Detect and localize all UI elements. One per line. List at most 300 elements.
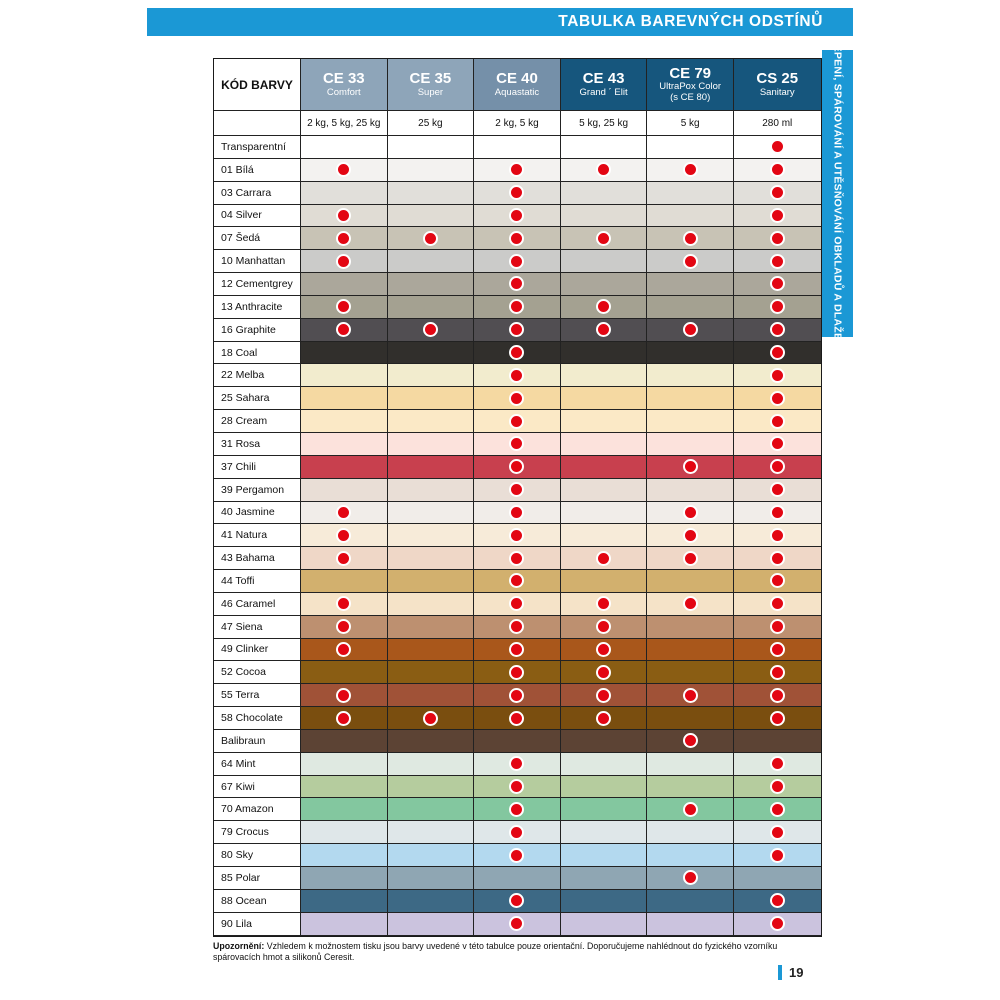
color-cell	[388, 730, 475, 753]
availability-dot	[509, 414, 524, 429]
availability-dot	[770, 276, 785, 291]
availability-dot	[770, 254, 785, 269]
color-cell	[647, 387, 734, 410]
color-cell	[561, 547, 648, 570]
color-cell	[734, 639, 821, 662]
row-label: 85 Polar	[214, 867, 301, 890]
color-cell	[474, 707, 561, 730]
color-cell	[301, 913, 388, 936]
availability-dot	[509, 276, 524, 291]
color-cell	[474, 456, 561, 479]
color-cell	[734, 684, 821, 707]
product-code: CE 40	[496, 70, 538, 88]
product-name: Comfort	[326, 86, 361, 98]
availability-dot	[596, 322, 611, 337]
color-cell	[388, 227, 475, 250]
color-cell	[734, 159, 821, 182]
row-label: 88 Ocean	[214, 890, 301, 913]
color-cell	[388, 524, 475, 547]
row-label: 28 Cream	[214, 410, 301, 433]
color-cell	[561, 479, 648, 502]
color-cell	[474, 821, 561, 844]
row-label: 43 Bahama	[214, 547, 301, 570]
availability-dot	[683, 505, 698, 520]
availability-dot	[509, 231, 524, 246]
availability-dot	[336, 596, 351, 611]
color-cell	[647, 798, 734, 821]
availability-dot	[596, 299, 611, 314]
color-cell	[301, 524, 388, 547]
color-cell	[561, 639, 648, 662]
availability-dot	[509, 391, 524, 406]
package-sizes: 5 kg, 25 kg	[561, 111, 648, 136]
availability-dot	[770, 528, 785, 543]
availability-dot	[509, 322, 524, 337]
color-cell	[734, 730, 821, 753]
color-cell	[561, 913, 648, 936]
color-cell	[561, 661, 648, 684]
color-cell	[561, 227, 648, 250]
color-cell	[734, 798, 821, 821]
row-label: 80 Sky	[214, 844, 301, 867]
color-cell	[388, 684, 475, 707]
color-cell	[561, 182, 648, 205]
availability-dot	[336, 642, 351, 657]
color-cell	[388, 616, 475, 639]
color-cell	[734, 616, 821, 639]
color-cell	[388, 753, 475, 776]
availability-dot	[336, 162, 351, 177]
color-cell	[734, 502, 821, 525]
color-cell	[474, 227, 561, 250]
availability-dot	[509, 802, 524, 817]
color-table	[213, 58, 822, 937]
color-cell	[388, 639, 475, 662]
color-cell	[474, 524, 561, 547]
availability-dot	[336, 528, 351, 543]
color-cell	[561, 205, 648, 228]
color-cell	[561, 798, 648, 821]
color-cell	[474, 570, 561, 593]
availability-dot	[509, 619, 524, 634]
top-banner	[147, 8, 853, 36]
color-cell	[301, 296, 388, 319]
row-label: 64 Mint	[214, 753, 301, 776]
color-cell	[734, 319, 821, 342]
availability-dot	[423, 322, 438, 337]
availability-dot	[509, 505, 524, 520]
color-cell	[474, 182, 561, 205]
package-sizes: 2 kg, 5 kg	[474, 111, 561, 136]
row-label: 25 Sahara	[214, 387, 301, 410]
availability-dot	[596, 642, 611, 657]
color-cell	[474, 387, 561, 410]
availability-dot	[509, 756, 524, 771]
color-cell	[647, 319, 734, 342]
color-cell	[474, 593, 561, 616]
row-label: 16 Graphite	[214, 319, 301, 342]
availability-dot	[770, 779, 785, 794]
color-cell	[647, 136, 734, 159]
page-number-bar	[778, 965, 782, 980]
color-cell	[301, 616, 388, 639]
color-cell	[647, 593, 734, 616]
color-cell	[388, 776, 475, 799]
color-cell	[301, 456, 388, 479]
color-cell	[474, 502, 561, 525]
color-cell	[561, 433, 648, 456]
color-cell	[474, 753, 561, 776]
availability-dot	[336, 299, 351, 314]
row-label: 39 Pergamon	[214, 479, 301, 502]
color-cell	[647, 867, 734, 890]
color-cell	[301, 844, 388, 867]
row-label: 01 Bílá	[214, 159, 301, 182]
color-cell	[388, 821, 475, 844]
color-cell	[561, 753, 648, 776]
color-cell	[734, 364, 821, 387]
color-cell	[301, 502, 388, 525]
color-cell	[474, 547, 561, 570]
color-cell	[301, 798, 388, 821]
color-cell	[734, 844, 821, 867]
color-cell	[301, 570, 388, 593]
availability-dot	[509, 825, 524, 840]
availability-dot	[509, 573, 524, 588]
color-cell	[734, 913, 821, 936]
package-sizes: 5 kg	[647, 111, 734, 136]
availability-dot	[770, 893, 785, 908]
availability-dot	[423, 711, 438, 726]
row-label: 47 Siena	[214, 616, 301, 639]
availability-dot	[509, 436, 524, 451]
color-cell	[647, 227, 734, 250]
color-cell	[734, 456, 821, 479]
color-cell	[734, 433, 821, 456]
availability-dot	[770, 322, 785, 337]
color-cell	[474, 639, 561, 662]
row-label: 52 Cocoa	[214, 661, 301, 684]
color-cell	[301, 821, 388, 844]
row-label: Transparentní	[214, 136, 301, 159]
color-cell	[301, 547, 388, 570]
color-cell	[474, 913, 561, 936]
availability-dot	[683, 733, 698, 748]
color-cell	[388, 136, 475, 159]
availability-dot	[509, 688, 524, 703]
color-cell	[388, 364, 475, 387]
color-cell	[561, 410, 648, 433]
color-cell	[301, 730, 388, 753]
color-cell	[474, 205, 561, 228]
availability-dot	[509, 779, 524, 794]
product-header-ce-79	[647, 59, 734, 111]
availability-dot	[596, 711, 611, 726]
row-label: 13 Anthracite	[214, 296, 301, 319]
color-cell	[647, 684, 734, 707]
color-cell	[388, 250, 475, 273]
availability-dot	[509, 185, 524, 200]
page-number	[778, 963, 803, 981]
color-cell	[301, 227, 388, 250]
color-cell	[301, 319, 388, 342]
color-cell	[301, 593, 388, 616]
color-cell	[301, 479, 388, 502]
color-cell	[301, 250, 388, 273]
availability-dot	[509, 459, 524, 474]
color-cell	[647, 547, 734, 570]
color-cell	[734, 273, 821, 296]
availability-dot	[770, 482, 785, 497]
color-cell	[474, 730, 561, 753]
availability-dot	[336, 208, 351, 223]
color-cell	[647, 753, 734, 776]
color-cell	[647, 639, 734, 662]
availability-dot	[770, 231, 785, 246]
color-cell	[388, 159, 475, 182]
color-cell	[734, 136, 821, 159]
availability-dot	[596, 596, 611, 611]
color-cell	[561, 159, 648, 182]
availability-dot	[336, 688, 351, 703]
availability-dot	[509, 528, 524, 543]
color-cell	[561, 616, 648, 639]
color-cell	[734, 227, 821, 250]
color-cell	[474, 684, 561, 707]
color-cell	[734, 387, 821, 410]
page-number-value: 19	[789, 964, 804, 980]
product-name: Aquastatic	[494, 86, 540, 98]
color-cell	[647, 364, 734, 387]
product-code: CE 33	[322, 70, 365, 88]
availability-dot	[683, 596, 698, 611]
color-cell	[647, 730, 734, 753]
availability-dot	[509, 482, 524, 497]
availability-dot	[770, 619, 785, 634]
color-cell	[301, 136, 388, 159]
color-cell	[647, 707, 734, 730]
color-cell	[647, 273, 734, 296]
color-cell	[474, 844, 561, 867]
color-cell	[734, 205, 821, 228]
color-cell	[561, 296, 648, 319]
availability-dot	[509, 551, 524, 566]
section-side-tab-label: LEPENÍ, SPÁROVÁNÍ A UTĚSŇOVÁNÍ OBKLADŮ A DLAŽBY	[831, 38, 844, 349]
color-cell	[561, 593, 648, 616]
color-cell	[561, 776, 648, 799]
availability-dot	[336, 551, 351, 566]
availability-dot	[509, 596, 524, 611]
color-cell	[734, 524, 821, 547]
color-cell	[474, 661, 561, 684]
availability-dot	[509, 345, 524, 360]
row-label: 58 Chocolate	[214, 707, 301, 730]
color-cell	[647, 479, 734, 502]
color-cell	[734, 182, 821, 205]
availability-dot	[770, 459, 785, 474]
color-cell	[561, 867, 648, 890]
row-label: 70 Amazon	[214, 798, 301, 821]
color-cell	[474, 250, 561, 273]
color-cell	[474, 364, 561, 387]
color-cell	[301, 753, 388, 776]
row-label: 90 Lila	[214, 913, 301, 936]
color-cell	[561, 250, 648, 273]
color-cell	[734, 250, 821, 273]
availability-dot	[509, 642, 524, 657]
color-cell	[561, 387, 648, 410]
color-cell	[301, 205, 388, 228]
color-cell	[301, 867, 388, 890]
color-cell	[734, 593, 821, 616]
availability-dot	[509, 711, 524, 726]
product-name: Super	[417, 86, 444, 98]
package-sizes: 2 kg, 5 kg, 25 kg	[301, 111, 388, 136]
color-cell	[734, 776, 821, 799]
table-header-kod-barvy: KÓD BARVY	[214, 59, 301, 111]
color-cell	[388, 661, 475, 684]
color-cell	[734, 821, 821, 844]
availability-dot	[683, 322, 698, 337]
availability-dot	[596, 688, 611, 703]
availability-dot	[770, 688, 785, 703]
availability-dot	[770, 802, 785, 817]
color-cell	[561, 136, 648, 159]
availability-dot	[770, 139, 785, 154]
color-cell	[647, 616, 734, 639]
footer-note-label: Upozornění:	[213, 941, 265, 951]
product-name: Grand ´ Elit	[579, 86, 628, 98]
color-cell	[561, 364, 648, 387]
section-side-tab	[822, 38, 853, 349]
color-cell	[561, 730, 648, 753]
availability-dot	[683, 254, 698, 269]
availability-dot	[336, 254, 351, 269]
color-cell	[734, 570, 821, 593]
color-cell	[561, 273, 648, 296]
color-cell	[388, 844, 475, 867]
availability-dot	[683, 688, 698, 703]
color-cell	[647, 159, 734, 182]
page-title: TABULKA BAREVNÝCH ODSTÍNŮ	[558, 13, 823, 30]
availability-dot	[770, 299, 785, 314]
color-cell	[734, 707, 821, 730]
color-cell	[301, 342, 388, 365]
color-cell	[647, 502, 734, 525]
color-cell	[734, 547, 821, 570]
color-cell	[388, 547, 475, 570]
color-cell	[474, 867, 561, 890]
color-cell	[734, 479, 821, 502]
color-cell	[301, 273, 388, 296]
row-label: Balibraun	[214, 730, 301, 753]
color-cell	[301, 707, 388, 730]
color-cell	[474, 319, 561, 342]
availability-dot	[336, 231, 351, 246]
color-cell	[388, 296, 475, 319]
availability-dot	[596, 162, 611, 177]
color-cell	[734, 342, 821, 365]
color-cell	[301, 433, 388, 456]
availability-dot	[770, 756, 785, 771]
availability-dot	[683, 528, 698, 543]
availability-dot	[596, 619, 611, 634]
color-cell	[301, 776, 388, 799]
product-header-ce-35	[388, 59, 475, 111]
color-cell	[647, 776, 734, 799]
product-code: CE 79	[669, 64, 712, 82]
availability-dot	[336, 619, 351, 634]
color-cell	[561, 570, 648, 593]
row-label: 40 Jasmine	[214, 502, 301, 525]
availability-dot	[596, 231, 611, 246]
row-label: 41 Natura	[214, 524, 301, 547]
color-cell	[388, 502, 475, 525]
color-cell	[301, 684, 388, 707]
availability-dot	[770, 825, 785, 840]
color-cell	[388, 798, 475, 821]
color-cell	[474, 136, 561, 159]
color-cell	[647, 410, 734, 433]
color-cell	[301, 182, 388, 205]
availability-dot	[770, 436, 785, 451]
color-cell	[647, 342, 734, 365]
availability-dot	[509, 893, 524, 908]
color-cell	[388, 387, 475, 410]
footer-note	[213, 941, 825, 963]
availability-dot	[509, 208, 524, 223]
availability-dot	[683, 802, 698, 817]
color-cell	[561, 707, 648, 730]
color-cell	[647, 433, 734, 456]
product-code: CE 43	[582, 70, 625, 88]
color-cell	[474, 433, 561, 456]
color-cell	[647, 182, 734, 205]
availability-dot	[683, 870, 698, 885]
color-cell	[388, 593, 475, 616]
availability-dot	[770, 551, 785, 566]
color-cell	[388, 273, 475, 296]
color-cell	[734, 661, 821, 684]
availability-dot	[509, 848, 524, 863]
availability-dot	[509, 368, 524, 383]
product-header-ce-43	[561, 59, 648, 111]
color-cell	[474, 159, 561, 182]
color-cell	[474, 890, 561, 913]
availability-dot	[336, 322, 351, 337]
product-header-ce-33	[301, 59, 388, 111]
color-cell	[301, 890, 388, 913]
color-cell	[647, 890, 734, 913]
availability-dot	[770, 916, 785, 931]
row-label: 31 Rosa	[214, 433, 301, 456]
availability-dot	[770, 573, 785, 588]
color-cell	[301, 410, 388, 433]
package-sizes: 280 ml	[734, 111, 821, 136]
color-cell	[474, 616, 561, 639]
color-cell	[388, 319, 475, 342]
color-cell	[561, 684, 648, 707]
availability-dot	[770, 208, 785, 223]
color-cell	[734, 867, 821, 890]
color-cell	[647, 821, 734, 844]
color-cell	[647, 456, 734, 479]
color-cell	[474, 479, 561, 502]
color-cell	[474, 273, 561, 296]
color-cell	[561, 342, 648, 365]
row-label: 07 Šedá	[214, 227, 301, 250]
product-name: Sanitary	[759, 86, 795, 98]
